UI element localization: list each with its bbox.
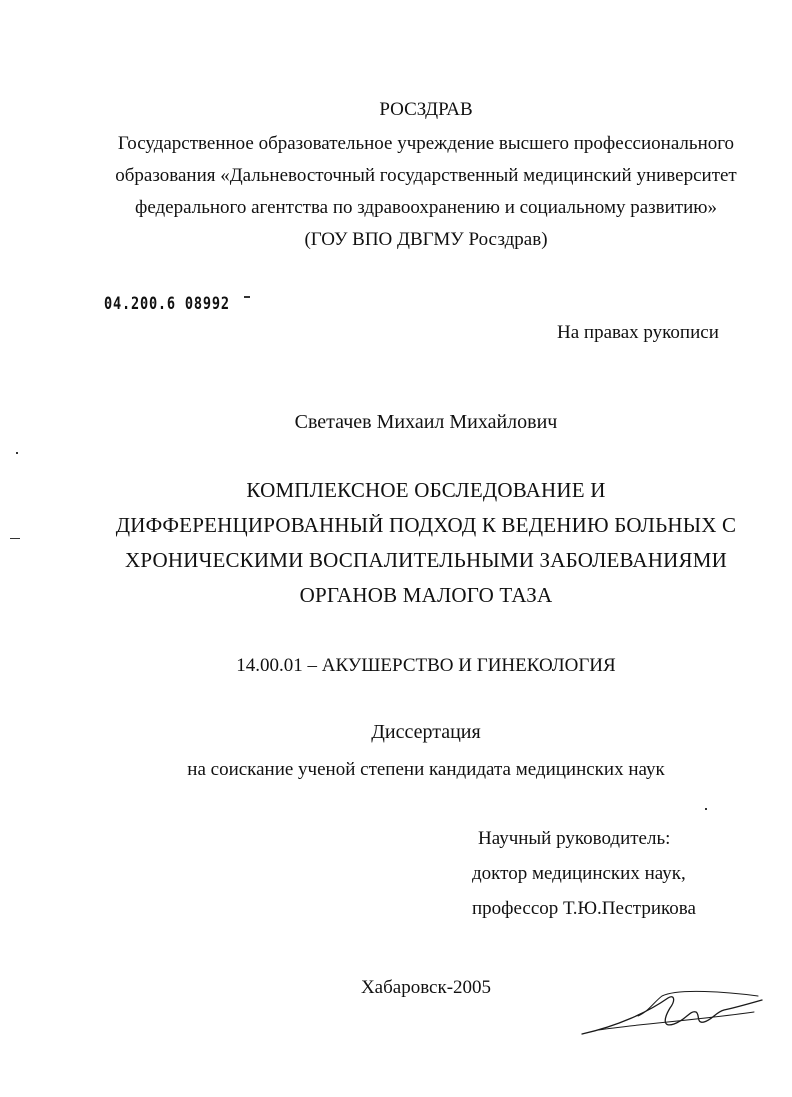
place-and-year: Хабаровск-2005 [360,977,492,998]
handwritten-signature [578,990,768,1040]
degree-sought: на соискание ученой степени кандидата медицинских наук [187,759,665,780]
title-line-2: ДИФФЕРЕНЦИРОВАННЫЙ ПОДХОД К ВЕДЕНИЮ БОЛЬНЫХ С [115,513,737,537]
work-type: Диссертация [371,721,481,743]
supervisor-degree: доктор медицинских наук, [472,863,686,884]
scan-speck [16,452,18,454]
author-name: Светачев Михаил Михайлович [294,411,558,433]
scan-speck [705,808,707,810]
supervisor-name: профессор Т.Ю.Пестрикова [472,898,696,919]
title-line-4: ОРГАНОВ МАЛОГО ТАЗА [299,583,553,607]
title-line-1: КОМПЛЕКСНОЕ ОБСЛЕДОВАНИЕ И [246,478,606,502]
institution-line-3: федерального агентства по здравоохранению и социальному развитию» [135,197,717,218]
institution-line-1: Государственное образовательное учреждение высшего профессионального [117,133,735,154]
institution-abbreviation: (ГОУ ВПО ДВГМУ Росздрав) [304,229,548,250]
manuscript-rights: На правах рукописи [557,322,719,343]
ministry-name: РОСЗДРАВ [379,99,473,120]
supervisor-label: Научный руководитель: [478,828,671,849]
title-line-3: ХРОНИЧЕСКИМИ ВОСПАЛИТЕЛЬНЫМИ ЗАБОЛЕВАНИЯМИ [125,548,727,572]
scan-speck [10,538,20,539]
library-stamp-number: 04.200.6 08992 [104,294,230,314]
institution-line-2: образования «Дальневосточный государственный медицинский университет [115,165,737,186]
scan-speck [244,296,250,298]
specialty-code: 14.00.01 – АКУШЕРСТВО И ГИНЕКОЛОГИЯ [236,655,616,676]
